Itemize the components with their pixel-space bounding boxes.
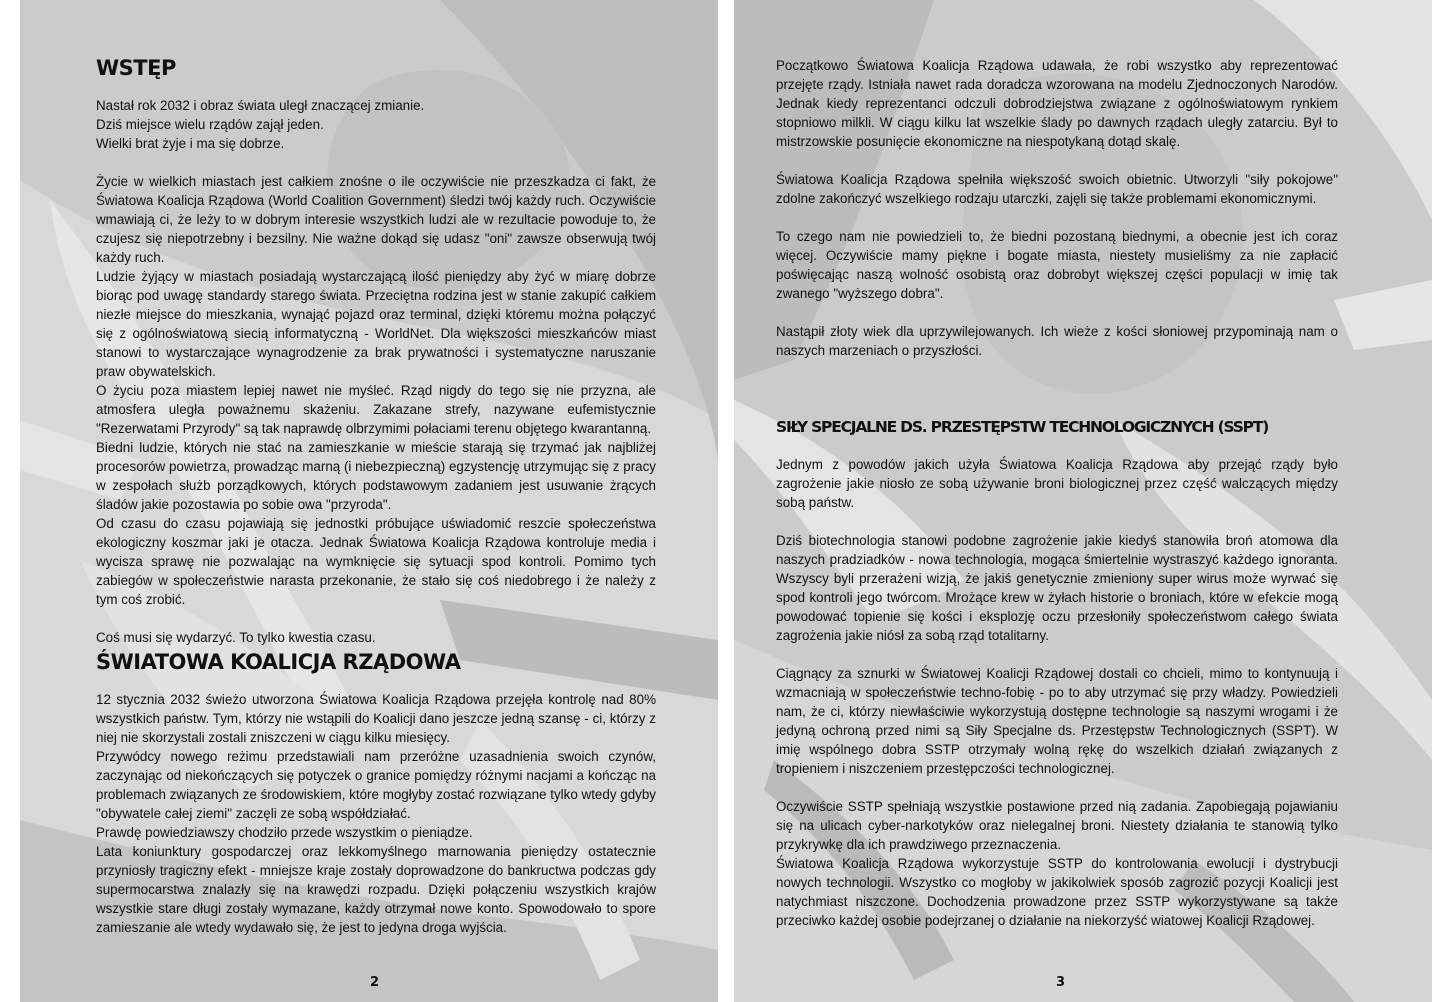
heading-sspt: SIŁY SPECJALNE DS. PRZESTĘPSTW TECHNOLOGICZNYCH (SSPT)	[776, 418, 1269, 436]
text-line: Dziś miejsce wielu rządów zajął jeden.	[96, 117, 324, 132]
right-page	[734, 0, 1432, 1002]
sspt-text	[776, 455, 1338, 930]
coalition-continued-text	[776, 56, 1338, 360]
paragraph: Nastąpił złoty wiek dla uprzywilejowanych. Ich wieże z kości słoniowej przypominają nam o naszych marzeniach o przyszłości.	[776, 324, 1338, 358]
paragraph: O życiu poza miastem lepiej nawet nie myśleć. Rząd nigdy do tego się nie przyzna, ale atmosfera uległa poważnemu skażeniu. Zakazane strefy, nazywane eufemistycznie "Rezerwatami Przyrody" są tak naprawdę olbrzymimi połaciami terenu objętego kwarantanną.	[96, 383, 656, 436]
paragraph: Oczywiście SSTP spełniają wszystkie postawione przed nią zadania. Zapobiegają pojawianiu się na ulicach cyber-narkotyków oraz nielegalnej broni. Niestety działania te stanowią tylko przykrywkę dla ich prawdziwego przeznaczenia.	[776, 799, 1338, 852]
paragraph: Dziś biotechnologia stanowi podobne zagrożenie jakie kiedyś stanowiła broń atomowa dla naszych pradziadków - nowa technologia, mogąca śmiertelnie wystraszyć każdego ignoranta. Wszyscy byli przerażeni wizją, że jakiś genetycznie zmieniony super wirus może wyrwać się spod kontroli jego twórcom. Mrożące krew w żyłach historie o broniach, które w efekcie mogą powodować topienie się kości i eksplozję oczu przesłoniły społeczeństwom całego świata zagrożenia jakie niósł za sobą rząd totalitarny.	[776, 533, 1338, 643]
paragraph	[96, 96, 656, 153]
coalition-text	[96, 690, 656, 937]
paragraph: Biedni ludzie, których nie stać na zamieszkanie w mieście starają się trzymać jak najbliżej procesorów powietrza, prowadząc marną (i niebezpieczną) egzystencję utrzymując się z pracy w zespołach służb porządkowych, których podstawowym zadaniem jest usuwanie żrących śladów jakie pozostawia po sobie owa "przyroda".	[96, 440, 656, 512]
page-number: 3	[1056, 975, 1066, 990]
paragraph: 12 stycznia 2032 świeżo utworzona Światowa Koalicja Rządowa przejęła kontrolę nad 80% wszystkich państw. Tym, którzy nie wstąpili do Koalicji dano jeszcze jedną szansę - ci, którzy z niej nie skorzystali zostali zniszczeni w ciągu kilku miesięcy.	[96, 692, 656, 745]
left-page	[20, 0, 718, 1002]
heading-intro: WSTĘP	[96, 56, 176, 80]
paragraph: Coś musi się wydarzyć. To tylko kwestia czasu.	[96, 630, 376, 645]
heading-coalition: ŚWIATOWA KOALICJA RZĄDOWA	[96, 650, 461, 674]
text-line: Wielki brat żyje i ma się dobrze.	[96, 136, 285, 151]
paragraph: Ciągnący za sznurki w Światowej Koalicji Rządowej dostali co chcieli, mimo to kontynuują i wzmacniają w społeczeństwie techno-fobię - po to aby utrzymać się przy władzy. Powiedzieli nam, że ci, którzy niewłaściwie wykorzystują dostępne technologie są naszymi wrogami i że jedyną ochroną przed nimi są Siły Specjalne ds. Przestępstw Technologicznych (SSPT). W imię wspólnego dobra SSTP otrzymały wolną rękę do wszelkich działań związanych z tropieniem i niszczeniem przestępczości technologicznej.	[776, 666, 1338, 776]
page-number: 2	[370, 975, 380, 990]
paragraph: Od czasu do czasu pojawiają się jednostki próbujące uświadomić reszcie społeczeństwa ekologiczny koszmar jaki je otacza. Jednak Światowa Koalicja Rządowa kontroluje media i wycisza sprawę nie pozwalając na wymknięcie się sytuacji spod kontroli. Pomimo tych zabiegów w społeczeństwie narasta przekonanie, że stało się coś niedobrego i że należy z tym coś zrobić.	[96, 516, 656, 607]
paragraph: Prawdę powiedziawszy chodziło przede wszystkim o pieniądze.	[96, 825, 473, 840]
paragraph: Życie w wielkich miastach jest całkiem znośne o ile oczywiście nie przeszkadza ci fakt, że Światowa Koalicja Rządowa (World Coalition Government) śledzi twój każdy ruch. Oczywiście wmawiają ci, że leży to w dobrym interesie wszystkich ludzi ale w rezultacie powoduje to, że czujesz się niepotrzebny i bezsilny. Nie ważne dokąd się udasz "oni" zawsze obserwują twój każdy ruch.	[96, 174, 656, 265]
intro-text	[96, 96, 656, 647]
paragraph: To czego nam nie powiedzieli to, że biedni pozostaną biednymi, a obecnie jest ich coraz więcej. Oczywiście mamy piękne i bogate miasta, niestety musieliśmy za nie zapłacić poświęcając naszą wolność osobistą oraz dobrobyt większej części populacji w imię tak zwanego "wyższego dobra".	[776, 229, 1338, 301]
paragraph: Jednym z powodów jakich użyła Światowa Koalicja Rządowa aby przejąć rządy było zagrożenie jakie niosło ze sobą używanie broni biologicznej przez część walczących między sobą państw.	[776, 457, 1338, 510]
paragraph: Światowa Koalicja Rządowa wykorzystuje SSTP do kontrolowania ewolucji i dystrybucji nowych technologii. Wszystko co mogłoby w jakikolwiek sposób zagrozić pozycji Koalicji jest natychmiast niszczone. Dochodzenia prowadzone przez SSTP wykorzystywane są także przeciwko każdej osobie podejrzanej o działanie na niekorzyść wiatowej Koalicji Rządowej.	[776, 856, 1338, 928]
paragraph: Początkowo Światowa Koalicja Rządowa udawała, że robi wszystko aby reprezentować przejęte rządy. Istniała nawet rada doradcza wzorowana na modelu Zjednoczonych Narodów. Jednak kiedy reprezentanci odczuli dobrodziejstwa związane z ogólnoświatowym rynkiem stopniowo milkli. W ciągu kilku lat wszelkie ślady po dawnych rządach uległy zatarciu. Był to mistrzowskie posunięcie ekonomiczne na niespotykaną dotąd skalę.	[776, 58, 1338, 149]
paragraph: Lata koniunktury gospodarczej oraz lekkomyślnego marnowania pieniędzy ostatecznie przyniosły tragiczny efekt - mniejsze kraje zostały doprowadzone do bankructwa podczas gdy supermocarstwa znalazły się na krawędzi rozpadu. Dzięki połączeniu wszystkich krajów wszystkie stare długi zostały wymazane, każdy otrzymał nowe konto. Spowodowało to spore zamieszanie ale wtedy wydawało się, że jest to jedyna droga wyjścia.	[96, 844, 656, 935]
paragraph: Przywódcy nowego reżimu przedstawiali nam przeróżne uzasadnienia swoich czynów, zaczynając od niekończących się potyczek o granice pomiędzy różnymi nacjami a kończąc na problemach związanych ze środowiskiem, które mogłyby zostać rozwiązane tylko wtedy gdyby "obywatele całej ziemi" zaczęli ze sobą współdziałać.	[96, 749, 656, 821]
text-line: Nastał rok 2032 i obraz świata uległ znaczącej zmianie.	[96, 98, 425, 113]
paragraph: Światowa Koalicja Rządowa spełniła większość swoich obietnic. Utworzyli "siły pokojowe" zdolne zakończyć wszelkiego rodzaju utarczki, zajęli się także problemami ekonomicznymi.	[776, 172, 1338, 206]
paragraph: Ludzie żyjący w miastach posiadają wystarczającą ilość pieniędzy aby żyć w miarę dobrze biorąc pod uwagę standardy starego świata. Przeciętna rodzina jest w stanie zakupić całkiem niezłe miejsce do mieszkania, wynająć pojazd oraz terminal, dzięki któremu można połączyć się z ogólnoświatową siecią informatyczną - WorldNet. Dla większości mieszkańców miast stanowi to wystarczające wynagrodzenie za brak prywatności i systematyczne naruszanie praw obywatelskich.	[96, 269, 656, 379]
